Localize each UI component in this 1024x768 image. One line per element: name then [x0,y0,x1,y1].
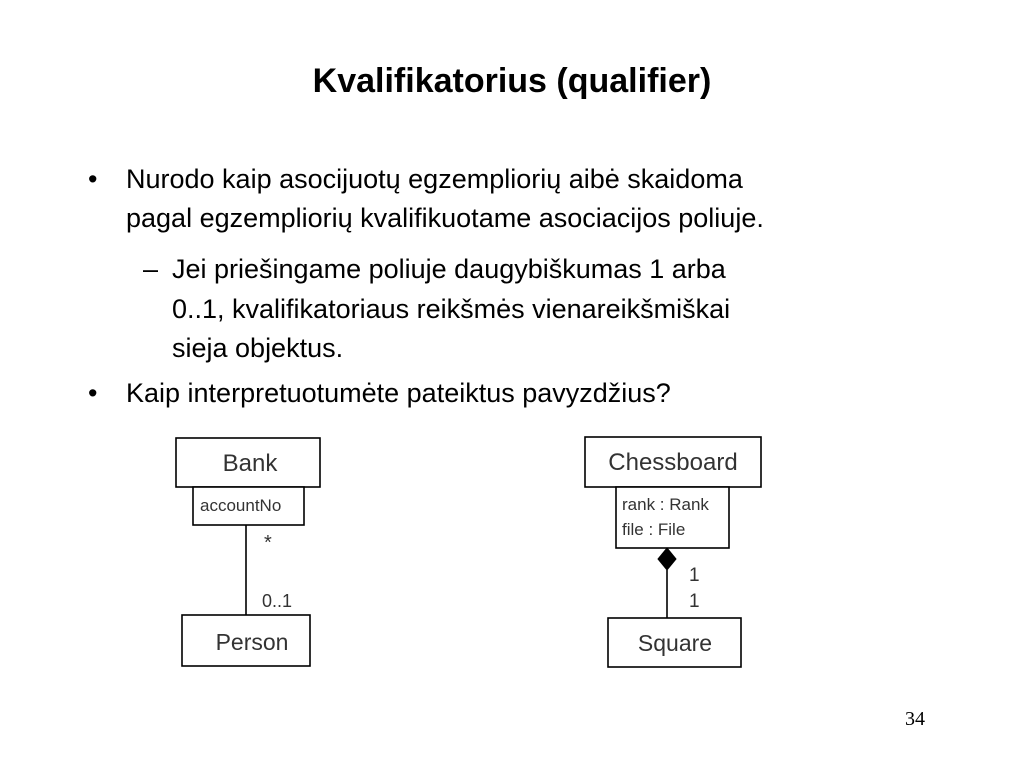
bullet-1-line-1: Nurodo kaip asocijuotų egzempliorių aibė skaidoma [126,164,743,194]
qualifier-rank: rank : Rank [622,495,709,514]
sub-bullet-line-3: sieja objektus. [172,333,344,363]
slide-title: Kvalifikatorius (qualifier) [312,62,712,100]
sub-bullet-line-2: 0..1, kvalifikatoriaus reikšmės vienareikšmiškai [172,294,731,324]
qualifier-file: file : File [622,520,686,539]
sub-bullet-line-1: Jei priešingame poliuje daugybiškumas 1 arba [172,254,726,284]
chessboard-diagram [585,437,761,667]
square-class-name: Square [637,630,713,656]
composition-diamond-icon [658,548,676,570]
page-number: 34 [905,708,925,730]
chessboard-class-name: Chessboard [608,449,738,476]
bullet-2-line-1: Kaip interpretuotumėte pateiktus pavyzdžius? [126,378,671,408]
bullet-marker-2: • [88,378,98,408]
sub-bullet-marker: – [143,254,159,284]
multiplicity-one-bottom: 1 [689,591,700,612]
person-class-name: Person [215,629,289,655]
bank-class-name: Bank [222,450,278,477]
multiplicity-zero-one: 0..1 [262,591,293,611]
multiplicity-one-top: 1 [689,565,700,586]
multiplicity-star: * [264,532,272,554]
bullet-marker-1: • [88,164,98,194]
bullet-1-line-2: pagal egzempliorių kvalifikuotame asociacijos poliuje. [126,203,764,233]
account-qualifier-label: accountNo [200,496,282,515]
bank-diagram [176,438,320,666]
